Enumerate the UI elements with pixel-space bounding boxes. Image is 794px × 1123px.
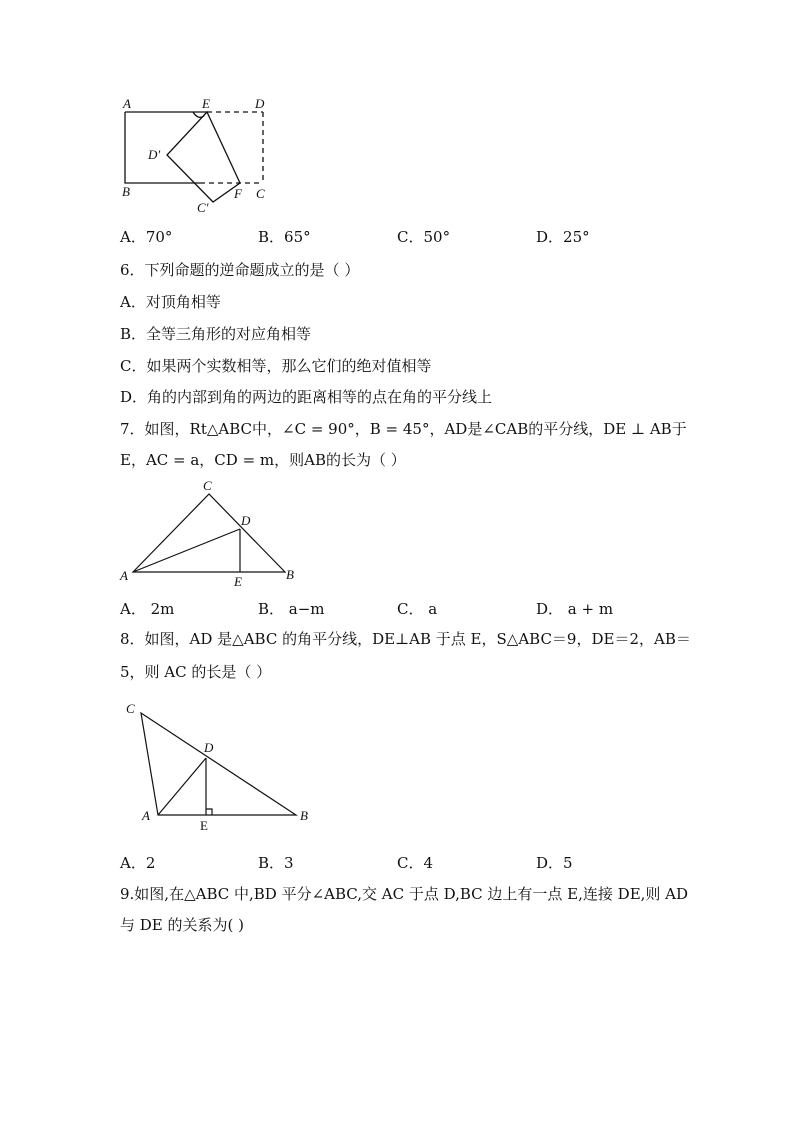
label-F: F [234,186,242,201]
triangle-ABC [141,713,296,815]
folded-part [167,112,240,202]
angle-mark [193,112,204,117]
q6-option-a[interactable]: A．对顶角相等 [120,293,221,311]
label-A: A [123,96,131,111]
q6-option-d[interactable]: D．角的内部到角的两边的距离相等的点在角的平分线上 [120,388,493,406]
q7-stem-line2: E，AC = a，CD = m，则AB的长为（ ） [120,451,406,469]
q8-stem-line2: 5，则 AC 的长是（ ） [120,663,272,681]
q7-label-B: B [286,567,294,582]
q7-option-a[interactable]: A． 2m [120,600,175,618]
q8-triangle-figure [118,695,323,840]
right-angle-mark [206,809,212,815]
q6-option-b[interactable]: B．全等三角形的对应角相等 [120,325,312,343]
q8-label-C: C [126,701,135,716]
q7-option-b[interactable]: B． a−m [258,600,325,618]
q7-option-c[interactable]: C． a [397,600,438,618]
q8-label-D: D [204,740,214,755]
q5-option-c[interactable]: C．50° [397,228,451,246]
q8-option-b[interactable]: B．3 [258,854,294,872]
q9-stem-line1: 9.如图,在△ABC 中,BD 平分∠ABC,交 AC 于点 D,BC 边上有一点 E,连接 DE,则 AD [120,885,689,903]
q8-label-B: B [300,808,308,823]
label-C-prime: C′ [197,200,209,215]
q6-option-c[interactable]: C．如果两个实数相等，那么它们的绝对值相等 [120,357,432,375]
q7-stem-line1: 7．如图，Rt△ABC中，∠C = 90°，B = 45°，AD是∠CAB的平分线，DE ⊥ AB于 [120,420,687,438]
q8-stem-line1: 8．如图，AD 是△ABC 的角平分线，DE⊥AB 于点 E，S△ABC＝9，DE＝2，AB＝ [120,630,691,648]
q7-label-C: C [203,478,212,493]
q5-option-d[interactable]: D．25° [536,228,590,246]
label-D: D [255,96,265,111]
q8-label-E: E [200,818,208,833]
q8-option-d[interactable]: D．5 [536,854,573,872]
q8-option-c[interactable]: C．4 [397,854,434,872]
label-C: C [256,186,265,201]
segment-AD [133,529,240,572]
segment-AD [158,758,206,815]
q7-label-A: A [120,568,128,583]
q7-label-D: D [241,513,251,528]
q7-label-E: E [234,574,242,589]
fold-rectangle-figure [110,92,280,217]
q7-option-d[interactable]: D． a + m [536,600,614,618]
rect-solid-edges [125,112,200,183]
q9-stem-line2: 与 DE 的关系为( ) [120,916,244,934]
triangle-ABC [133,494,285,572]
q5-option-a[interactable]: A．70° [120,228,173,246]
q7-triangle-figure [115,476,310,591]
label-E: E [202,96,210,111]
q8-option-a[interactable]: A．2 [120,854,156,872]
q5-option-b[interactable]: B．65° [258,228,311,246]
q6-stem: 6．下列命题的逆命题成立的是（ ） [120,261,360,279]
label-D-prime: D′ [148,147,161,162]
q8-label-A: A [142,808,150,823]
label-B: B [122,184,130,199]
